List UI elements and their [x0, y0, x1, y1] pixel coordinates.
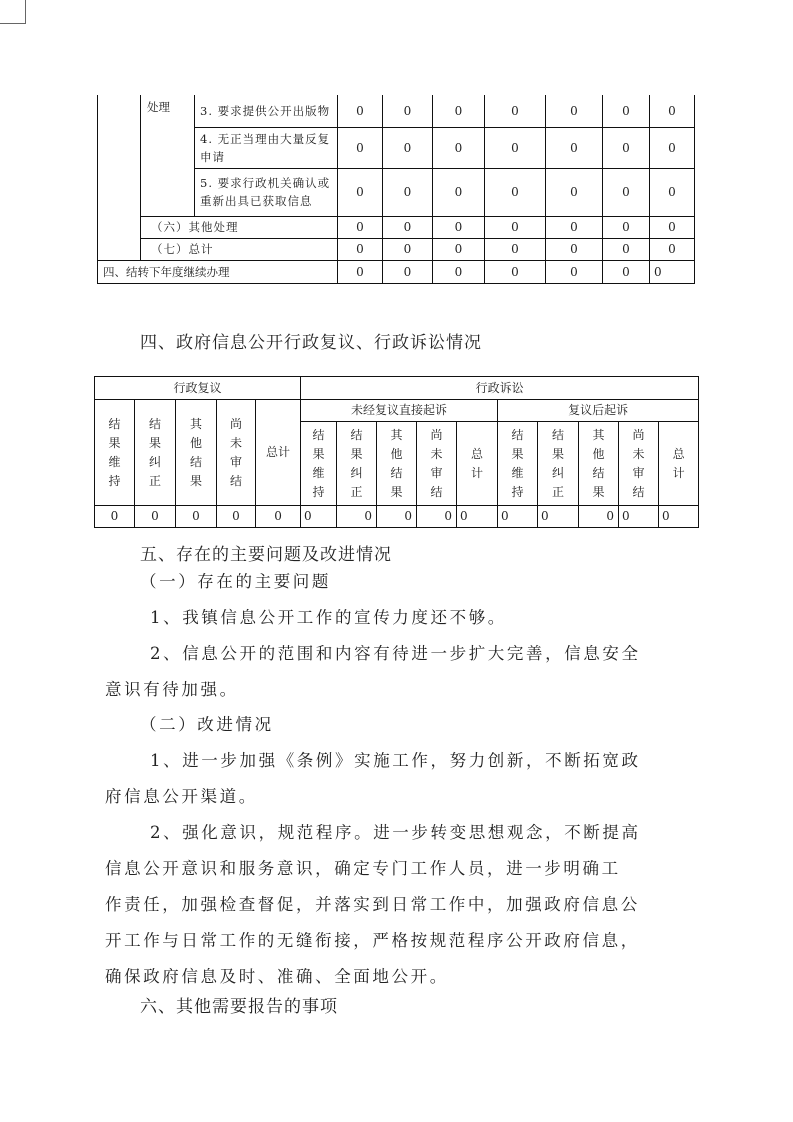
- cell: 0: [95, 506, 135, 528]
- cell: 0: [659, 506, 699, 528]
- cell: 0: [603, 95, 650, 127]
- cell: 0: [485, 216, 546, 238]
- cell: 0: [546, 127, 603, 168]
- col-header: 其他结果: [579, 422, 619, 506]
- subheading: （一）存在的主要问题: [140, 572, 331, 591]
- cell: 0: [546, 216, 603, 238]
- col-header: 结果纠正: [135, 400, 176, 506]
- row-label: 四、结转下年度继续办理: [98, 260, 338, 283]
- col-header: 总计: [659, 422, 699, 506]
- cell: 0: [338, 216, 383, 238]
- review-header: 行政复议: [95, 377, 301, 400]
- cell: 0: [485, 127, 546, 168]
- cell: 0: [383, 260, 433, 283]
- application-handling-table: [97, 95, 695, 284]
- cell: 0: [433, 216, 485, 238]
- cell: 0: [603, 260, 650, 283]
- section6-heading: 六、其他需要报告的事项: [140, 997, 338, 1017]
- row-label: 3. 要求提供公开出版物: [195, 95, 338, 127]
- review-litigation-table: [94, 376, 699, 528]
- table-row: [95, 506, 699, 528]
- cell: 0: [383, 95, 433, 127]
- cell: 0: [433, 238, 485, 260]
- cell: 0: [417, 506, 457, 528]
- subheading: （二）改进情况: [140, 715, 274, 734]
- cell: 0: [546, 95, 603, 127]
- row-label: 4. 无正当理由大量反复申请: [195, 127, 338, 168]
- col-header: 结果维持: [301, 422, 337, 506]
- col-header: 总计: [256, 400, 301, 506]
- cell: 0: [135, 506, 176, 528]
- cell: 0: [498, 506, 538, 528]
- cell: 0: [338, 260, 383, 283]
- table-header-row: [95, 400, 699, 422]
- page-corner-mark: [0, 0, 26, 24]
- cell: 0: [485, 260, 546, 283]
- paragraph: 府信息公开渠道。: [105, 787, 258, 806]
- cell: 0: [377, 506, 417, 528]
- cell: 0: [603, 168, 650, 216]
- col-header: 结果维持: [498, 422, 538, 506]
- cell: 0: [579, 506, 619, 528]
- table-row: [98, 260, 695, 283]
- cell: 0: [538, 506, 579, 528]
- category-cell: 处理: [141, 95, 195, 216]
- after-review-header: 复议后起诉: [498, 400, 699, 422]
- cell: 0: [383, 238, 433, 260]
- cell: 0: [256, 506, 301, 528]
- col-header: 尚未审结: [417, 422, 457, 506]
- table-row: [98, 238, 695, 260]
- cell: 0: [650, 95, 695, 127]
- cell: 0: [433, 127, 485, 168]
- col-header: 其他结果: [377, 422, 417, 506]
- cell: 0: [485, 168, 546, 216]
- paragraph: 信息公开意识和服务意识，确定专门工作人员，进一步明确工: [105, 859, 621, 878]
- paragraph: 意识有待加强。: [105, 680, 239, 699]
- direct-litigation-header: 未经复议直接起诉: [301, 400, 498, 422]
- table-header-row: [95, 377, 699, 400]
- cell: 0: [650, 238, 695, 260]
- section5-heading: 五、存在的主要问题及改进情况: [140, 545, 392, 565]
- cell: 0: [383, 127, 433, 168]
- cell: 0: [217, 506, 256, 528]
- paragraph: 2、强化意识，规范程序。进一步转变思想观念，不断提高: [150, 823, 641, 842]
- paragraph: 2、信息公开的范围和内容有待进一步扩大完善，信息安全: [150, 644, 641, 663]
- cell: 0: [485, 95, 546, 127]
- table-row: [98, 216, 695, 238]
- cell: 0: [433, 260, 485, 283]
- litigation-header: 行政诉讼: [301, 377, 699, 400]
- cell: 0: [650, 260, 695, 283]
- col-header: 结果纠正: [538, 422, 579, 506]
- cell: 0: [485, 238, 546, 260]
- paragraph: 开工作与日常工作的无缝衔接，严格按规范程序公开政府信息，: [105, 931, 640, 950]
- outer-category-cell: [98, 95, 141, 260]
- section4-heading: 四、政府信息公开行政复议、行政诉讼情况: [140, 333, 482, 353]
- cell: 0: [338, 168, 383, 216]
- col-header: 结果维持: [95, 400, 135, 506]
- cell: 0: [650, 216, 695, 238]
- cell: 0: [433, 95, 485, 127]
- cell: 0: [383, 216, 433, 238]
- table-row: [98, 95, 695, 127]
- cell: 0: [650, 127, 695, 168]
- row-label: （六）其他处理: [141, 216, 338, 238]
- cell: 0: [546, 238, 603, 260]
- cell: 0: [383, 168, 433, 216]
- cell: 0: [337, 506, 377, 528]
- row-label: 5. 要求行政机关确认或重新出具已获取信息: [195, 168, 338, 216]
- cell: 0: [603, 216, 650, 238]
- cell: 0: [176, 506, 217, 528]
- cell: 0: [338, 95, 383, 127]
- cell: 0: [457, 506, 498, 528]
- cell: 0: [650, 168, 695, 216]
- cell: 0: [619, 506, 659, 528]
- col-header: 其他结果: [176, 400, 217, 506]
- col-header: 尚未审结: [619, 422, 659, 506]
- cell: 0: [338, 127, 383, 168]
- cell: 0: [338, 238, 383, 260]
- paragraph: 1、进一步加强《条例》实施工作，努力创新，不断拓宽政: [150, 751, 641, 770]
- row-label: （七）总计: [141, 238, 338, 260]
- cell: 0: [603, 127, 650, 168]
- col-header: 尚未审结: [217, 400, 256, 506]
- paragraph: 1、我镇信息公开工作的宣传力度还不够。: [150, 608, 507, 627]
- col-header: 总计: [457, 422, 498, 506]
- cell: 0: [301, 506, 337, 528]
- cell: 0: [546, 260, 603, 283]
- cell: 0: [433, 168, 485, 216]
- paragraph: 作责任，加强检查督促，并落实到日常工作中，加强政府信息公: [105, 895, 640, 914]
- cell: 0: [546, 168, 603, 216]
- paragraph: 确保政府信息及时、准确、全面地公开。: [105, 967, 449, 986]
- cell: 0: [603, 238, 650, 260]
- col-header: 结果纠正: [337, 422, 377, 506]
